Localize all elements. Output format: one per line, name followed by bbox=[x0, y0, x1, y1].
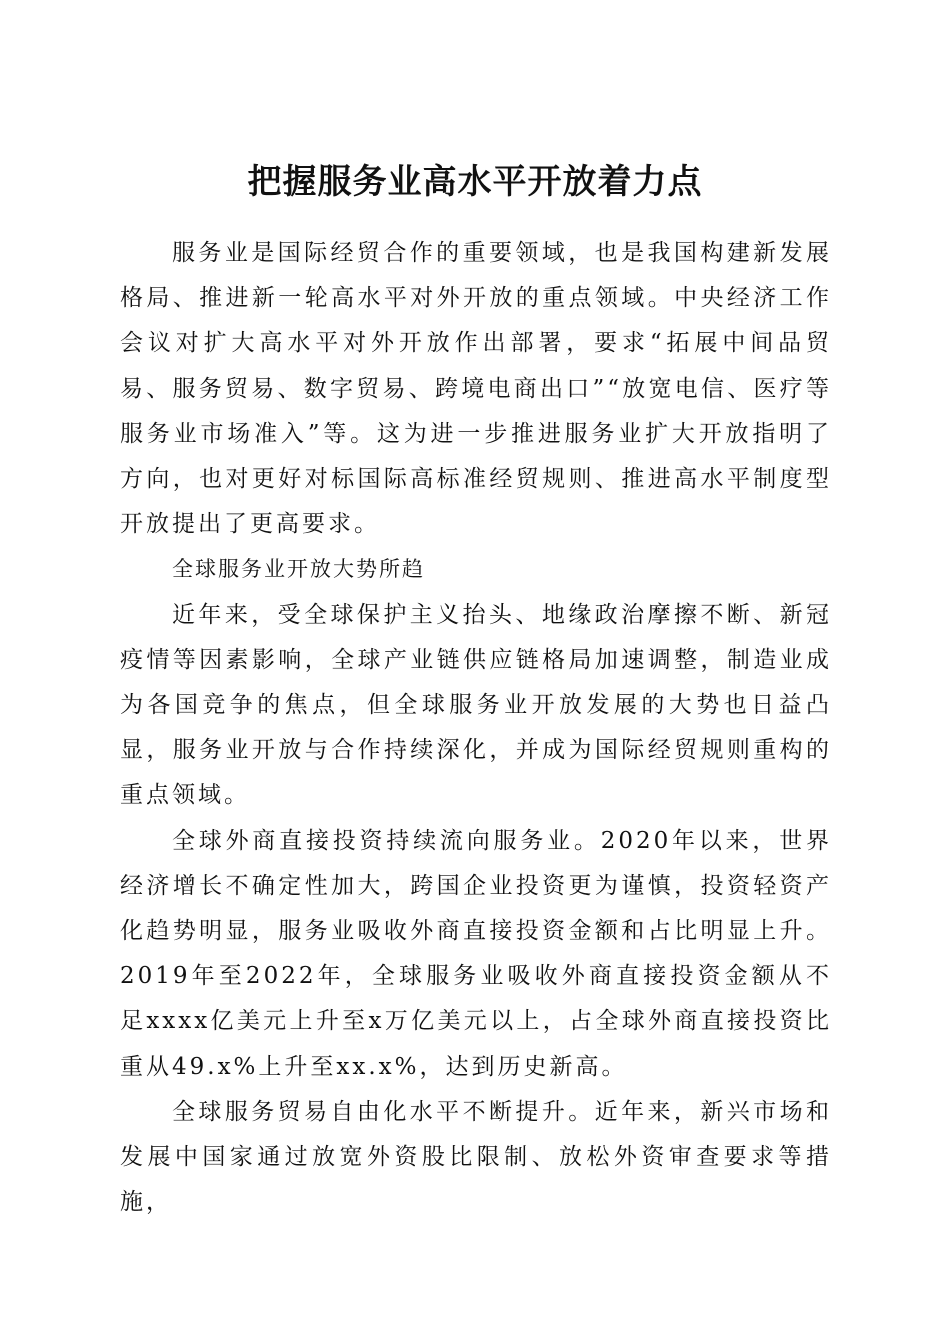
section-heading: 全球服务业开放大势所趋 bbox=[172, 557, 425, 582]
paragraph-trade-liberalization: 全球服务贸易自由化水平不断提升。近年来，新兴市场和发展中国家通过放宽外资股比限制、放松外资审查要求等措施， bbox=[120, 1098, 832, 1216]
paragraph-intro: 服务业是国际经贸合作的重要领域，也是我国构建新发展格局、推进新一轮高水平对外开放的重点领域。中央经济工作会议对扩大高水平对外开放作出部署，要求“拓展中间品贸易、服务贸易、数字贸易、跨境电商出口”“放宽电信、医疗等服务业市场准入”等。这为进一步推进服务业扩大开放指明了方向，也对更好对标国际高标准经贸规则、推进高水平制度型开放提出了更高要求。 bbox=[120, 240, 832, 538]
document-title: 把握服务业高水平开放着力点 bbox=[247, 161, 703, 202]
paragraph-trend: 近年来，受全球保护主义抬头、地缘政治摩擦不断、新冠疫情等因素影响，全球产业链供应链格局加速调整，制造业成为各国竞争的焦点，但全球服务业开放发展的大势也日益凸显，服务业开放与合作持续深化，并成为国际经贸规则重构的重点领域。 bbox=[120, 601, 832, 809]
paragraph-fdi: 全球外商直接投资持续流向服务业。2020年以来，世界经济增长不确定性加大，跨国企业投资更为谨慎，投资轻资产化趋势明显，服务业吸收外商直接投资金额和占比明显上升。2019年至2022年，全球服务业吸收外商直接投资金额从不足xxxx亿美元上升至x万亿美元以上，占全球外商直接投资比重从49.x%上升至xx.x%，达到历史新高。 bbox=[120, 827, 832, 1080]
document-body bbox=[120, 231, 832, 1225]
